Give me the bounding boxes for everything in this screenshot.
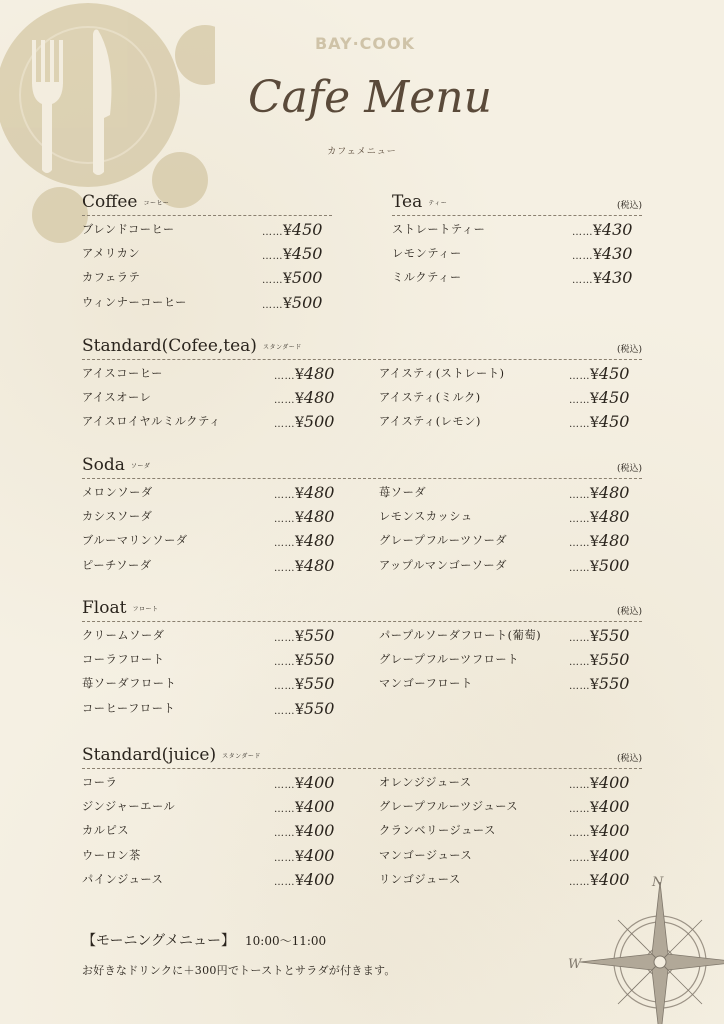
price-leader-dots: …… xyxy=(274,371,295,382)
yen-symbol: ¥ xyxy=(593,271,602,288)
menu-item-price xyxy=(569,386,629,413)
yen-symbol: ¥ xyxy=(295,558,304,575)
standard-juice-title: Standard(juice) スタンダード xyxy=(82,745,261,765)
price-leader-dots: …… xyxy=(274,562,295,574)
menu-item-name: ミルクティー xyxy=(392,271,462,285)
compass-n-label: N xyxy=(652,875,664,890)
menu-item-name: ブレンドコーヒー xyxy=(82,223,175,236)
price-value: 400 xyxy=(303,773,335,792)
menu-item-name: オレンジジュース xyxy=(379,776,472,789)
menu-item-row xyxy=(392,242,642,266)
page-subtitle: カフェメニュー xyxy=(327,147,397,157)
menu-item-name: グレープフルーツジュース xyxy=(379,800,519,814)
standard-cofee-left-list xyxy=(82,362,352,435)
menu-item-price xyxy=(262,266,322,293)
menu-item-price xyxy=(569,505,629,532)
yen-symbol: ¥ xyxy=(295,391,304,408)
yen-symbol: ¥ xyxy=(295,776,304,792)
morning-time: 10:00～11:00 xyxy=(245,934,327,948)
yen-symbol: ¥ xyxy=(283,271,292,288)
price-value: 450 xyxy=(291,220,323,239)
tax-note: (税込) xyxy=(616,607,642,617)
standard-juice-left-list xyxy=(82,771,352,892)
yen-symbol: ¥ xyxy=(295,701,304,718)
price-value: 480 xyxy=(303,364,335,383)
menu-item-name: ピーチソーダ xyxy=(82,558,152,572)
standard-cofee-section xyxy=(82,336,642,446)
menu-item-row xyxy=(379,410,642,434)
price-leader-dots: …… xyxy=(572,251,593,263)
price-leader-dots: …… xyxy=(569,780,590,791)
price-leader-dots: …… xyxy=(274,828,295,840)
menu-item-name: アイスティ(レモン) xyxy=(379,415,481,429)
price-leader-dots: …… xyxy=(274,852,295,864)
menu-item-price xyxy=(274,819,334,846)
float-right-list xyxy=(379,624,642,697)
soda-title: Soda ソーダ xyxy=(82,455,151,475)
price-leader-dots: …… xyxy=(274,876,295,888)
price-leader-dots: …… xyxy=(569,876,590,888)
yen-symbol: ¥ xyxy=(590,629,599,645)
yen-symbol: ¥ xyxy=(590,510,599,527)
price-leader-dots: …… xyxy=(274,633,295,644)
price-value: 550 xyxy=(598,674,630,694)
menu-item-row xyxy=(82,242,332,266)
menu-item-price xyxy=(569,795,629,822)
price-leader-dots: …… xyxy=(569,490,590,501)
yen-symbol: ¥ xyxy=(283,295,292,312)
float-header xyxy=(82,598,642,622)
price-value: 500 xyxy=(598,555,630,575)
menu-item-row xyxy=(82,505,352,529)
menu-item-price xyxy=(274,362,334,389)
price-leader-dots: …… xyxy=(262,275,283,287)
menu-item-row xyxy=(82,554,352,578)
price-value: 500 xyxy=(291,268,323,288)
menu-item-row xyxy=(82,697,352,721)
menu-item-row xyxy=(379,362,642,386)
price-leader-dots: …… xyxy=(569,371,590,382)
menu-item-price xyxy=(569,672,629,699)
menu-item-row xyxy=(82,362,352,386)
menu-item-name: カルピス xyxy=(82,824,130,838)
price-value: 400 xyxy=(598,869,630,889)
menu-item-row xyxy=(379,819,642,843)
price-value: 550 xyxy=(303,626,335,645)
menu-item-name: アイスティ(ストレート) xyxy=(379,367,505,380)
price-leader-dots: …… xyxy=(569,538,590,550)
price-value: 550 xyxy=(303,674,335,694)
menu-item-price xyxy=(274,771,334,798)
price-value: 480 xyxy=(303,507,335,527)
price-leader-dots: …… xyxy=(572,275,593,287)
menu-item-price xyxy=(274,481,334,508)
menu-item-row xyxy=(379,386,642,410)
menu-item-name: コーヒーフロート xyxy=(82,701,176,715)
tea-title: Tea ティー xyxy=(392,192,448,212)
menu-item-row xyxy=(379,672,642,696)
menu-item-price xyxy=(274,844,334,871)
menu-item-price xyxy=(274,410,334,437)
menu-item-row xyxy=(82,218,332,242)
yen-symbol: ¥ xyxy=(590,800,599,817)
price-value: 400 xyxy=(598,773,630,792)
yen-symbol: ¥ xyxy=(295,534,304,551)
tea-header xyxy=(392,192,642,216)
yen-symbol: ¥ xyxy=(590,415,599,432)
price-value: 480 xyxy=(303,531,335,551)
yen-symbol: ¥ xyxy=(590,653,599,670)
price-value: 480 xyxy=(303,388,335,408)
menu-item-row xyxy=(82,624,352,648)
yen-symbol: ¥ xyxy=(590,391,599,408)
coffee-title: Coffee コーヒー xyxy=(82,192,170,212)
float-left-list xyxy=(82,624,352,721)
menu-item-price xyxy=(274,868,334,895)
yen-symbol: ¥ xyxy=(295,848,304,865)
price-leader-dots: …… xyxy=(274,395,295,407)
price-leader-dots: …… xyxy=(569,633,590,644)
price-value: 400 xyxy=(598,797,630,817)
yen-symbol: ¥ xyxy=(283,247,292,264)
yen-symbol: ¥ xyxy=(590,677,599,694)
compass-w-label: W xyxy=(568,957,582,972)
menu-item-row xyxy=(82,771,352,795)
menu-item-price xyxy=(569,624,629,651)
menu-item-name: カシスソーダ xyxy=(82,510,153,524)
menu-item-name: グレープフルーツフロート xyxy=(379,653,519,667)
menu-item-price xyxy=(274,505,334,532)
morning-note: お好きなドリンクに＋300円でトーストとサラダが付きます。 xyxy=(82,964,396,977)
price-value: 450 xyxy=(598,388,630,408)
coffee-header xyxy=(82,192,332,216)
price-leader-dots: …… xyxy=(274,419,295,431)
coffee-block xyxy=(82,192,332,312)
price-leader-dots: …… xyxy=(274,490,295,501)
price-value: 450 xyxy=(598,412,630,432)
menu-item-name: レモンスカッシュ xyxy=(379,510,473,524)
yen-symbol: ¥ xyxy=(283,223,292,239)
soda-header xyxy=(82,455,642,479)
price-leader-dots: …… xyxy=(262,299,283,311)
menu-item-price xyxy=(569,481,629,508)
yen-symbol: ¥ xyxy=(295,653,304,670)
price-value: 430 xyxy=(601,220,633,239)
menu-item-price xyxy=(274,697,334,724)
menu-item-row xyxy=(379,844,642,868)
yen-symbol: ¥ xyxy=(295,824,304,841)
menu-item-name: コーラ xyxy=(82,776,118,789)
morning-title: 【モーニングメニュー】 xyxy=(82,933,236,949)
menu-item-name: アイスロイヤルミルクティ xyxy=(82,415,221,429)
soda-section xyxy=(82,455,642,590)
price-value: 430 xyxy=(601,268,633,288)
yen-symbol: ¥ xyxy=(295,872,304,889)
menu-item-price xyxy=(569,771,629,798)
menu-item-price xyxy=(262,218,322,245)
price-leader-dots: …… xyxy=(569,681,590,693)
price-leader-dots: …… xyxy=(569,395,590,407)
price-value: 500 xyxy=(291,292,323,312)
menu-item-name: ウーロン茶 xyxy=(82,848,141,862)
price-value: 480 xyxy=(303,555,335,575)
menu-item-name: ジンジャーエール xyxy=(82,800,176,814)
price-leader-dots: …… xyxy=(274,657,295,669)
tea-list xyxy=(392,218,642,291)
page-title: Cafe Menu xyxy=(248,72,492,123)
menu-item-row xyxy=(82,386,352,410)
yen-symbol: ¥ xyxy=(295,677,304,694)
price-leader-dots: …… xyxy=(274,538,295,550)
menu-item-row xyxy=(392,266,642,290)
menu-item-row xyxy=(379,624,642,648)
yen-symbol: ¥ xyxy=(295,629,304,645)
price-leader-dots: …… xyxy=(262,227,283,238)
menu-item-price xyxy=(274,648,334,675)
price-value: 500 xyxy=(303,412,335,432)
yen-symbol: ¥ xyxy=(590,367,599,383)
price-value: 550 xyxy=(303,698,335,718)
yen-symbol: ¥ xyxy=(295,367,304,383)
standard-cofee-title: Standard(Cofee,tea) スタンダード xyxy=(82,336,302,356)
standard-cofee-header xyxy=(82,336,642,360)
menu-item-name: 苺ソーダフロート xyxy=(82,677,177,691)
price-leader-dots: …… xyxy=(262,251,283,263)
menu-item-name: パープルソーダフロート(葡萄) xyxy=(379,629,542,642)
yen-symbol: ¥ xyxy=(590,486,599,502)
standard-cofee-right-list xyxy=(379,362,642,435)
menu-item-row xyxy=(82,481,352,505)
menu-item-name: アメリカン xyxy=(82,247,141,261)
price-value: 400 xyxy=(598,821,630,841)
brand-logo: BAY·COOK xyxy=(314,34,416,53)
menu-item-row xyxy=(82,648,352,672)
menu-item-name: ウィンナーコーヒー xyxy=(82,295,187,309)
price-value: 450 xyxy=(291,244,323,264)
menu-item-price xyxy=(274,795,334,822)
menu-item-price xyxy=(572,266,632,293)
yen-symbol: ¥ xyxy=(295,510,304,527)
price-value: 550 xyxy=(598,626,630,645)
yen-symbol: ¥ xyxy=(590,824,599,841)
yen-symbol: ¥ xyxy=(295,800,304,817)
price-value: 480 xyxy=(303,483,335,502)
menu-item-price xyxy=(569,362,629,389)
price-leader-dots: …… xyxy=(274,705,295,717)
price-value: 480 xyxy=(598,531,630,551)
menu-item-row xyxy=(82,868,352,892)
soda-left-list xyxy=(82,481,352,578)
menu-item-row xyxy=(379,554,642,578)
price-leader-dots: …… xyxy=(572,227,593,238)
float-section xyxy=(82,598,642,733)
price-leader-dots: …… xyxy=(274,804,295,816)
menu-item-name: マンゴージュース xyxy=(379,848,473,862)
tea-block xyxy=(392,192,642,288)
menu-item-name: ブルーマリンソーダ xyxy=(82,534,188,548)
price-value: 400 xyxy=(303,797,335,817)
tax-note: (税込) xyxy=(616,754,642,764)
price-value: 400 xyxy=(303,821,335,841)
menu-item-name: 苺ソーダ xyxy=(379,486,427,499)
menu-item-price xyxy=(262,242,322,269)
menu-item-row xyxy=(82,266,332,290)
menu-item-price xyxy=(274,672,334,699)
price-leader-dots: …… xyxy=(274,514,295,526)
menu-item-name: ストレートティー xyxy=(392,223,486,236)
soda-right-list xyxy=(379,481,642,578)
menu-item-name: アイスコーヒー xyxy=(82,367,163,380)
menu-item-price xyxy=(274,529,334,556)
menu-item-price xyxy=(569,819,629,846)
price-value: 550 xyxy=(598,650,630,670)
float-title: Float フロート xyxy=(82,598,159,618)
yen-symbol: ¥ xyxy=(593,223,602,239)
price-leader-dots: …… xyxy=(569,562,590,574)
menu-item-price xyxy=(569,554,629,581)
menu-item-price xyxy=(572,218,632,245)
menu-item-name: アイスティ(ミルク) xyxy=(379,391,481,405)
price-value: 550 xyxy=(303,650,335,670)
price-value: 400 xyxy=(303,869,335,889)
price-leader-dots: …… xyxy=(569,419,590,431)
menu-item-row xyxy=(379,481,642,505)
yen-symbol: ¥ xyxy=(590,848,599,865)
menu-item-row xyxy=(379,771,642,795)
menu-item-price xyxy=(274,554,334,581)
menu-item-name: クランベリージュース xyxy=(379,824,496,838)
coffee-list xyxy=(82,218,332,315)
menu-item-row xyxy=(379,529,642,553)
menu-item-row xyxy=(82,672,352,696)
price-leader-dots: …… xyxy=(569,804,590,816)
menu-item-name: グレープフルーツソーダ xyxy=(379,534,508,548)
tax-note: (税込) xyxy=(616,345,642,355)
menu-item-name: アップルマンゴーソーダ xyxy=(379,558,507,572)
yen-symbol: ¥ xyxy=(590,534,599,551)
menu-item-price xyxy=(569,410,629,437)
menu-item-price xyxy=(569,648,629,675)
menu-item-price xyxy=(274,624,334,651)
yen-symbol: ¥ xyxy=(590,776,599,792)
menu-item-price xyxy=(274,386,334,413)
menu-item-row xyxy=(82,291,332,315)
menu-item-name: マンゴーフロート xyxy=(379,677,473,691)
menu-item-name: アイスオーレ xyxy=(82,391,152,405)
price-leader-dots: …… xyxy=(274,681,295,693)
price-value: 430 xyxy=(601,244,633,264)
price-value: 480 xyxy=(598,507,630,527)
menu-item-row xyxy=(82,529,352,553)
menu-item-name: カフェラテ xyxy=(82,271,141,285)
menu-item-row xyxy=(392,218,642,242)
menu-item-price xyxy=(569,844,629,871)
yen-symbol: ¥ xyxy=(593,247,602,264)
yen-symbol: ¥ xyxy=(295,486,304,502)
morning-menu-heading xyxy=(82,930,326,950)
menu-item-name: メロンソーダ xyxy=(82,486,153,499)
price-leader-dots: …… xyxy=(569,852,590,864)
menu-item-price xyxy=(572,242,632,269)
menu-item-row xyxy=(82,410,352,434)
price-leader-dots: …… xyxy=(569,514,590,526)
price-value: 450 xyxy=(598,364,630,383)
menu-item-price xyxy=(262,291,322,318)
menu-item-price xyxy=(569,529,629,556)
menu-item-name: パインジュース xyxy=(82,872,164,886)
yen-symbol: ¥ xyxy=(590,872,599,889)
menu-item-row xyxy=(82,795,352,819)
menu-item-row xyxy=(379,505,642,529)
standard-juice-section xyxy=(82,745,642,905)
yen-symbol: ¥ xyxy=(295,415,304,432)
compass-rose-icon xyxy=(560,870,724,1024)
price-value: 400 xyxy=(303,845,335,865)
menu-item-row xyxy=(379,648,642,672)
coffee-tea-section xyxy=(82,192,642,322)
menu-item-name: コーラフロート xyxy=(82,653,165,667)
menu-item-name: レモンティー xyxy=(392,247,462,261)
menu-item-row xyxy=(379,795,642,819)
price-leader-dots: …… xyxy=(569,657,590,669)
price-value: 400 xyxy=(598,845,630,865)
standard-juice-header xyxy=(82,745,642,769)
price-leader-dots: …… xyxy=(274,780,295,791)
menu-item-name: クリームソーダ xyxy=(82,629,165,642)
price-leader-dots: …… xyxy=(569,828,590,840)
menu-item-row xyxy=(82,844,352,868)
menu-item-row xyxy=(82,819,352,843)
price-value: 480 xyxy=(598,483,630,502)
tax-note: (税込) xyxy=(616,464,642,474)
menu-item-name: リンゴジュース xyxy=(379,872,461,886)
tax-note: (税込) xyxy=(616,201,642,211)
yen-symbol: ¥ xyxy=(590,558,599,575)
